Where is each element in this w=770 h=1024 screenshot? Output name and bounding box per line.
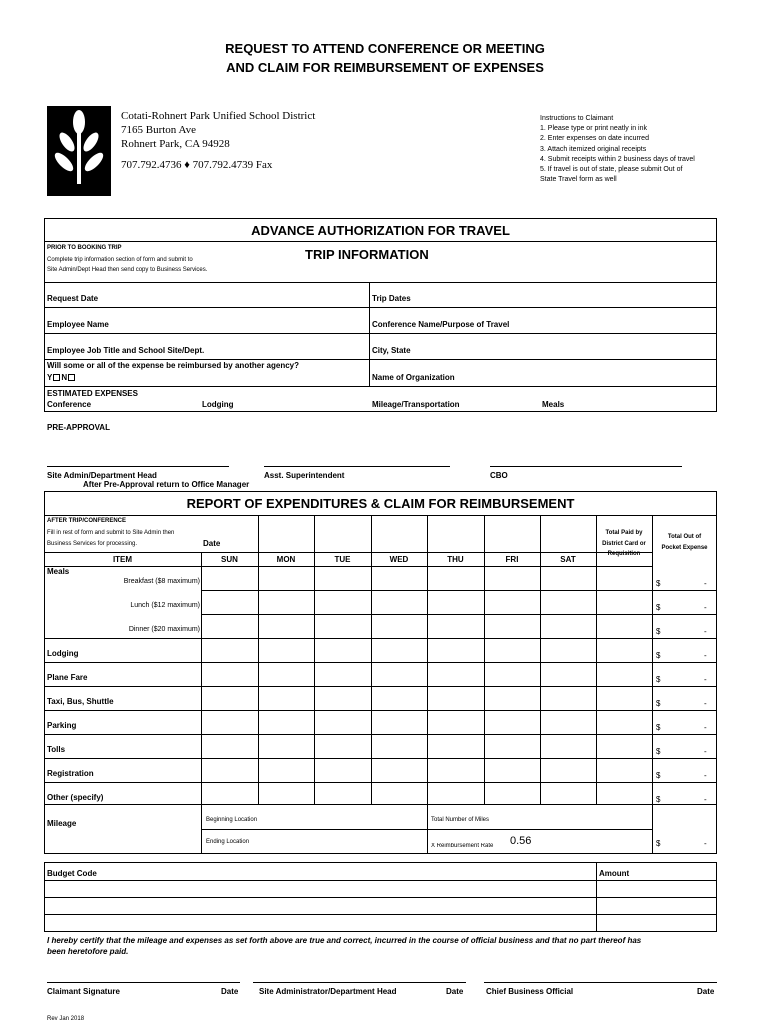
employee-name-label: Employee Name xyxy=(47,320,109,329)
estimated-expenses-label: ESTIMATED EXPENSES xyxy=(47,389,138,398)
cbo-signature-field[interactable] xyxy=(490,446,682,466)
yes-checkbox[interactable] xyxy=(53,374,60,381)
certification-line1: I hereby certify that the mileage and expenses as set forth above are true and correct, incurred in the course of official business and that no part thereof has xyxy=(47,936,642,945)
total-paid-line: Requisition xyxy=(607,551,641,557)
city-state-field[interactable] xyxy=(420,335,714,358)
dollar-sign: $ xyxy=(656,795,661,804)
dollar-sign: $ xyxy=(656,771,661,780)
breakfast-label: Breakfast ($8 maximum) xyxy=(123,578,200,585)
registration-label: Registration xyxy=(47,769,94,778)
date-label-2: Date xyxy=(446,987,464,996)
district-city: Rohnert Park, CA 94928 xyxy=(121,138,230,150)
cbo-sig-label: Chief Business Official xyxy=(486,987,574,996)
mileage-label: Mileage xyxy=(47,819,77,828)
date-label: Date xyxy=(203,539,221,548)
prior-note-line1: Complete trip information section of form and submit to xyxy=(47,257,193,263)
day-header-thu: THU xyxy=(447,555,464,564)
dinner-label: Dinner ($20 maximum) xyxy=(128,626,200,633)
total-paid-line: District Card or xyxy=(602,540,646,547)
total-out-line: Pocket Expense xyxy=(661,544,708,551)
after-trip-line2: Business Services for processing. xyxy=(47,541,138,547)
advance-title: ADVANCE AUTHORIZATION FOR TRAVEL xyxy=(251,223,510,238)
conference-cost-label: Conference xyxy=(47,400,92,409)
dash: - xyxy=(704,579,707,588)
claimant-signature-field[interactable] xyxy=(47,962,240,982)
total-paid-line: Total Paid by xyxy=(605,530,643,536)
dash: - xyxy=(704,699,707,708)
dash: - xyxy=(704,771,707,780)
organization-label: Name of Organization xyxy=(372,373,455,382)
lodging-cost-label: Lodging xyxy=(202,400,234,409)
dollar-sign: $ xyxy=(656,675,661,684)
revision-label: Rev Jan 2018 xyxy=(47,1016,85,1022)
after-approval-note: After Pre-Approval return to Office Manager xyxy=(83,480,250,489)
day-header-mon: MON xyxy=(276,555,296,564)
yes-label: Y xyxy=(47,373,53,382)
organization-field[interactable] xyxy=(470,362,714,385)
total-miles-label: Total Number of Miles xyxy=(431,817,490,823)
dollar-sign: $ xyxy=(656,627,661,636)
trip-dates-label: Trip Dates xyxy=(372,294,411,303)
claimant-signature-label: Claimant Signature xyxy=(47,987,120,996)
day-header-sat: SAT xyxy=(560,555,576,564)
reimbursed-question: Will some or all of the expense be reimbursed by another agency? xyxy=(47,361,299,370)
parking-label: Parking xyxy=(47,721,77,730)
after-trip-heading: AFTER TRIP/CONFERENCE xyxy=(47,518,127,524)
diamond-separator-icon: ♦ xyxy=(184,159,190,171)
day-header-tue: TUE xyxy=(334,555,351,564)
cbo-label: CBO xyxy=(490,471,508,480)
district-street: 7165 Burton Ave xyxy=(121,124,196,136)
conference-name-field[interactable] xyxy=(528,309,714,332)
dollar-sign: $ xyxy=(656,579,661,588)
instruction-item: 2. Enter expenses on date incurred xyxy=(540,135,649,143)
request-date-label: Request Date xyxy=(47,294,99,303)
job-title-field[interactable] xyxy=(230,335,366,358)
cbo-signature-line[interactable] xyxy=(484,962,717,982)
amount-label: Amount xyxy=(599,869,630,878)
other-label: Other (specify) xyxy=(47,793,104,802)
prior-note-line2: Site Admin/Dept Head then send copy to Business Services. xyxy=(47,267,208,273)
instruction-item: State Travel form as well xyxy=(540,176,617,184)
site-admin-label: Site Admin/Department Head xyxy=(47,471,157,480)
budget-code-label: Budget Code xyxy=(47,869,97,878)
date-label-3: Date xyxy=(697,987,715,996)
plane-fare-label: Plane Fare xyxy=(47,673,88,682)
form-title-line2: AND CLAIM FOR REIMBURSEMENT OF EXPENSES xyxy=(226,60,544,75)
yes-no-options xyxy=(47,374,76,382)
dash: - xyxy=(704,795,707,804)
district-fax: 707.792.4739 Fax xyxy=(192,159,273,171)
instruction-item: 4. Submit receipts within 2 business days of travel xyxy=(540,155,695,163)
dollar-sign: $ xyxy=(656,603,661,612)
dash: - xyxy=(704,675,707,684)
dollar-sign: $ xyxy=(656,723,661,732)
reimb-rate-value: 0.56 xyxy=(510,835,532,847)
form-title-line1: REQUEST TO ATTEND CONFERENCE OR MEETING xyxy=(225,41,545,56)
leaf-plant-icon xyxy=(47,106,111,196)
total-paid-header xyxy=(596,528,652,560)
report-title: REPORT OF EXPENDITURES & CLAIM FOR REIMBURSEMENT xyxy=(186,496,575,511)
city-state-label: City, State xyxy=(372,346,411,355)
conference-name-label: Conference Name/Purpose of Travel xyxy=(372,320,510,329)
employee-name-field[interactable] xyxy=(120,309,366,332)
trip-information-title: TRIP INFORMATION xyxy=(305,247,429,262)
item-header: ITEM xyxy=(112,555,133,564)
after-trip-line1: Fill in rest of form and submit to Site Admin then xyxy=(47,530,175,536)
total-out-header xyxy=(652,532,717,553)
dash: - xyxy=(704,839,707,848)
beginning-location-label: Beginning Location xyxy=(206,817,258,823)
dollar-sign: $ xyxy=(656,839,661,848)
pre-approval-label: PRE-APPROVAL xyxy=(47,423,110,432)
site-admin-sig-label: Site Administrator/Department Head xyxy=(259,987,397,996)
dash: - xyxy=(704,723,707,732)
asst-supt-signature-field[interactable] xyxy=(264,446,450,466)
no-label: N xyxy=(61,373,68,382)
instructions-heading: Instructions to Claimant xyxy=(540,115,614,122)
instructions xyxy=(540,114,695,185)
site-admin-signature-line[interactable] xyxy=(253,962,466,982)
district-logo xyxy=(47,106,111,196)
instruction-item: 5. If travel is out of state, please submit Out of xyxy=(540,166,683,174)
reimb-rate-label: X Reimbursement Rate xyxy=(431,843,494,849)
no-checkbox[interactable] xyxy=(68,374,75,381)
reimb-rate-clip xyxy=(431,843,511,849)
meals-label: Meals xyxy=(47,567,70,576)
prior-heading: PRIOR TO BOOKING TRIP xyxy=(47,245,122,251)
dash: - xyxy=(704,603,707,612)
day-header-fri: FRI xyxy=(505,555,519,564)
site-admin-signature-field[interactable] xyxy=(47,446,229,466)
certification-line2: been heretofore paid. xyxy=(47,947,129,956)
district-phone-fax xyxy=(121,160,272,171)
district-name: Cotati-Rohnert Park Unified School District xyxy=(121,110,316,122)
mileage-cost-label: Mileage/Transportation xyxy=(372,400,460,409)
lodging-label: Lodging xyxy=(47,649,79,658)
dash: - xyxy=(704,627,707,636)
dash: - xyxy=(704,651,707,660)
instruction-item: 3. Attach itemized original receipts xyxy=(540,145,647,153)
day-header-sun: SUN xyxy=(221,555,238,564)
trip-dates-field[interactable] xyxy=(420,284,714,306)
dollar-sign: $ xyxy=(656,747,661,756)
dollar-sign: $ xyxy=(656,699,661,708)
asst-supt-label: Asst. Superintendent xyxy=(264,471,345,480)
total-out-line: Total Out of xyxy=(667,534,702,540)
dollar-sign: $ xyxy=(656,651,661,660)
date-label-1: Date xyxy=(221,987,239,996)
dash: - xyxy=(704,747,707,756)
tolls-label: Tolls xyxy=(47,745,66,754)
instruction-item: 1. Please type or print neatly in ink xyxy=(540,125,648,133)
meals-cost-label: Meals xyxy=(542,400,565,409)
ending-location-label: Ending Location xyxy=(206,839,250,845)
taxi-label: Taxi, Bus, Shuttle xyxy=(47,697,114,706)
day-header-wed: WED xyxy=(389,555,409,564)
lunch-label: Lunch ($12 maximum) xyxy=(130,602,200,609)
request-date-field[interactable] xyxy=(120,284,366,306)
district-phone: 707.792.4736 xyxy=(121,159,182,171)
job-title-label: Employee Job Title and School Site/Dept. xyxy=(47,346,205,355)
